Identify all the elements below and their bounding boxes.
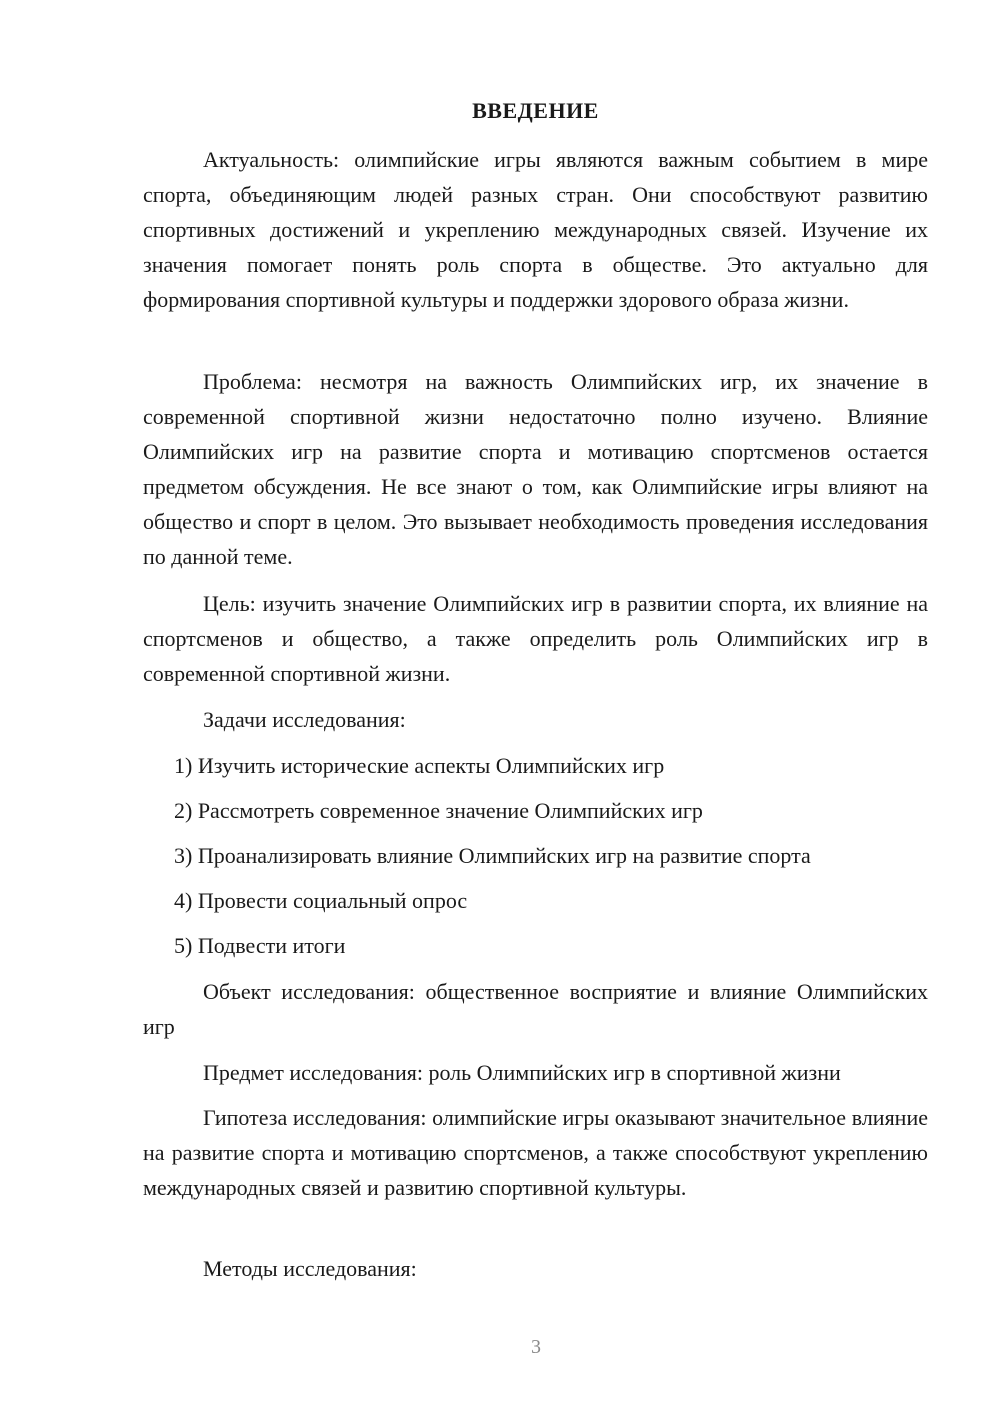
task-list-item: 1) Изучить исторические аспекты Олимпийских игр (174, 753, 665, 778)
page-title: ВВЕДЕНИЕ (472, 98, 599, 123)
relevance-paragraph: Актуальность: олимпийские игры являются важным событием в мире спорта, объединяющим людей разных стран. Они способствуют развитию спортивных достижений и укреплению международных связей. Изучение их значения помогает понять роль спорта в обществе. Это актуально для формирования спортивной культуры и поддержки здорового образа жизни. (143, 147, 928, 312)
task-list-item: 5) Подвести итоги (174, 933, 346, 958)
task-list-item: 3) Проанализировать влияние Олимпийских игр на развитие спорта (174, 843, 811, 868)
subject-paragraph: Предмет исследования: роль Олимпийских игр в спортивной жизни (203, 1060, 841, 1085)
task-list-item: 4) Провести социальный опрос (174, 888, 468, 913)
hypothesis-paragraph: Гипотеза исследования: олимпийские игры оказывают значительное влияние на развитие спорта и мотивацию спортсменов, а также способствуют укреплению международных связей и развитию спортивной культуры. (143, 1105, 928, 1200)
task-list-item: 2) Рассмотреть современное значение Олимпийских игр (174, 798, 703, 823)
tasks-heading: Задачи исследования: (203, 707, 406, 732)
page-number: 3 (531, 1336, 541, 1358)
methods-heading: Методы исследования: (203, 1256, 417, 1281)
object-paragraph: Объект исследования: общественное восприятие и влияние Олимпийских игр (143, 979, 928, 1039)
problem-paragraph: Проблема: несмотря на важность Олимпийских игр, их значение в современной спортивной жизни недостаточно полно изучено. Влияние Олимпийских игр на развитие спорта и мотивацию спортсменов остается предметом обсуждения. Не все знают о том, как Олимпийские игры влияют на общество и спорт в целом. Это вызывает необходимость проведения исследования по данной теме. (143, 369, 928, 569)
goal-paragraph: Цель: изучить значение Олимпийских игр в развитии спорта, их влияние на спортсменов и общество, а также определить роль Олимпийских игр в современной спортивной жизни. (143, 591, 928, 686)
